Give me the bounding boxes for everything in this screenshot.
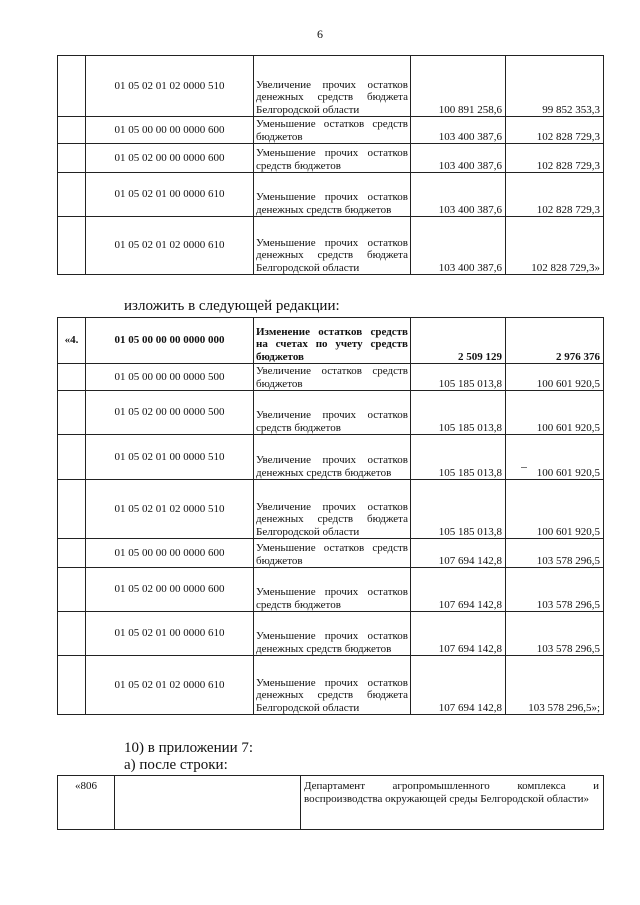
- table-row: [58, 144, 604, 173]
- num-cell: [58, 56, 86, 117]
- paragraph-after-row: а) после строки:: [124, 757, 228, 773]
- value-2023-cell: 103 400 387,6: [411, 117, 506, 144]
- num-cell: [58, 656, 86, 715]
- value-2023-cell: 103 400 387,6: [411, 144, 506, 173]
- name-cell: Уменьшение прочих остатков средств бюджетов: [254, 144, 411, 173]
- num-cell: [58, 568, 86, 612]
- value-2024-cell: 102 828 729,3: [506, 117, 604, 144]
- num-cell: [58, 117, 86, 144]
- code-cell: 01 05 02 01 00 0000 510: [86, 435, 254, 480]
- name-cell: Уменьшение прочих остатков средств бюджетов: [254, 568, 411, 612]
- value-2023-cell: 100 891 258,6: [411, 56, 506, 117]
- name-cell: Уменьшение прочих остатков денежных средств бюджетов: [254, 173, 411, 217]
- code-cell: 01 05 00 00 00 0000 500: [86, 364, 254, 391]
- value-2023-cell: 105 185 013,8: [411, 391, 506, 435]
- name-cell: Уменьшение остатков средств бюджетов: [254, 539, 411, 568]
- table-row: [58, 117, 604, 144]
- value-2024-cell: 102 828 729,3: [506, 173, 604, 217]
- code-cell: 01 05 02 01 00 0000 610: [86, 173, 254, 217]
- name-cell: Уменьшение прочих остатков денежных средств бюджета Белгородской области: [254, 656, 411, 715]
- code-cell: 01 05 02 00 00 0000 600: [86, 568, 254, 612]
- value-2024-cell: 103 578 296,5»;: [506, 656, 604, 715]
- sources-table-continued: [57, 55, 604, 275]
- value-2023-cell: 107 694 142,8: [411, 568, 506, 612]
- sources-table-new-edition: [57, 317, 604, 715]
- empty-cell: [115, 776, 301, 830]
- code-cell: 01 05 02 00 00 0000 500: [86, 391, 254, 435]
- value-2024-cell: 102 828 729,3»: [506, 217, 604, 275]
- value-2024-cell: 103 578 296,5: [506, 539, 604, 568]
- table-row: [58, 56, 604, 117]
- value-2024-cell: 103 578 296,5: [506, 568, 604, 612]
- value-2024-cell: 102 828 729,3: [506, 144, 604, 173]
- value-2023-cell: 2 509 129: [411, 318, 506, 364]
- name-cell: Увеличение прочих остатков денежных средств бюджетов: [254, 435, 411, 480]
- value-2023-cell: 107 694 142,8: [411, 539, 506, 568]
- code-cell: 01 05 00 00 00 0000 000: [86, 318, 254, 364]
- num-cell: [58, 539, 86, 568]
- edit-instruction: изложить в следующей редакции:: [124, 298, 340, 314]
- num-cell: [58, 480, 86, 539]
- num-cell: [58, 217, 86, 275]
- value-2023-cell: 105 185 013,8: [411, 364, 506, 391]
- code-cell: 01 05 02 01 02 0000 510: [86, 480, 254, 539]
- code-cell: 01 05 02 01 02 0000 610: [86, 656, 254, 715]
- code-cell: 01 05 00 00 00 0000 600: [86, 117, 254, 144]
- num-cell: [58, 391, 86, 435]
- num-cell: [58, 435, 86, 480]
- name-cell: Увеличение прочих остатков денежных средств бюджета Белгородской области: [254, 56, 411, 117]
- table-row: [58, 391, 604, 435]
- num-cell: [58, 612, 86, 656]
- value-2023-cell: 105 185 013,8: [411, 480, 506, 539]
- code-cell: 01 05 02 01 02 0000 610: [86, 217, 254, 275]
- code-cell: 01 05 02 00 00 0000 600: [86, 144, 254, 173]
- table-row: [58, 318, 604, 364]
- num-cell: [58, 364, 86, 391]
- name-cell: Уменьшение прочих остатков денежных средств бюджетов: [254, 612, 411, 656]
- name-cell: Уменьшение остатков средств бюджетов: [254, 117, 411, 144]
- department-table: [57, 775, 604, 830]
- name-cell: Увеличение прочих остатков денежных средств бюджета Белгородской области: [254, 480, 411, 539]
- table-row: [58, 217, 604, 275]
- table-row: [58, 364, 604, 391]
- table-row: [58, 568, 604, 612]
- table-row: [58, 539, 604, 568]
- value-2023-cell: 105 185 013,8: [411, 435, 506, 480]
- table-row: [58, 612, 604, 656]
- value-2024-cell: 99 852 353,3: [506, 56, 604, 117]
- name-cell: Увеличение остатков средств бюджетов: [254, 364, 411, 391]
- name-cell: Изменение остатков средств на счетах по учету средств бюджетов: [254, 318, 411, 364]
- value-2024-cell: 100 601 920,5: [506, 435, 604, 480]
- value-2024-cell: 103 578 296,5: [506, 612, 604, 656]
- value-2024-cell: 100 601 920,5: [506, 391, 604, 435]
- value-2023-cell: 103 400 387,6: [411, 217, 506, 275]
- value-2024-cell: 100 601 920,5: [506, 364, 604, 391]
- department-name-cell: Департамент агропромышленного комплекса и воспроизводства окружающей среды Белгородской области»: [301, 776, 604, 830]
- code-cell: 01 05 02 01 02 0000 510: [86, 56, 254, 117]
- table-row: [58, 656, 604, 715]
- num-cell: [58, 144, 86, 173]
- name-cell: Увеличение прочих остатков средств бюджетов: [254, 391, 411, 435]
- table-row: [58, 776, 604, 830]
- value-2024-cell: 100 601 920,5: [506, 480, 604, 539]
- table-row: [58, 173, 604, 217]
- table-row: [58, 480, 604, 539]
- scan-mark: [521, 467, 527, 468]
- paragraph-appendix-7: 10) в приложении 7:: [124, 740, 254, 756]
- department-code-cell: «806: [58, 776, 115, 830]
- num-cell: [58, 173, 86, 217]
- code-cell: 01 05 02 01 00 0000 610: [86, 612, 254, 656]
- value-2023-cell: 103 400 387,6: [411, 173, 506, 217]
- page-number: 6: [317, 27, 323, 41]
- value-2023-cell: 107 694 142,8: [411, 656, 506, 715]
- value-2024-cell: 2 976 376: [506, 318, 604, 364]
- num-cell: «4.: [58, 318, 86, 364]
- table-row: [58, 435, 604, 480]
- value-2023-cell: 107 694 142,8: [411, 612, 506, 656]
- code-cell: 01 05 00 00 00 0000 600: [86, 539, 254, 568]
- name-cell: Уменьшение прочих остатков денежных средств бюджета Белгородской области: [254, 217, 411, 275]
